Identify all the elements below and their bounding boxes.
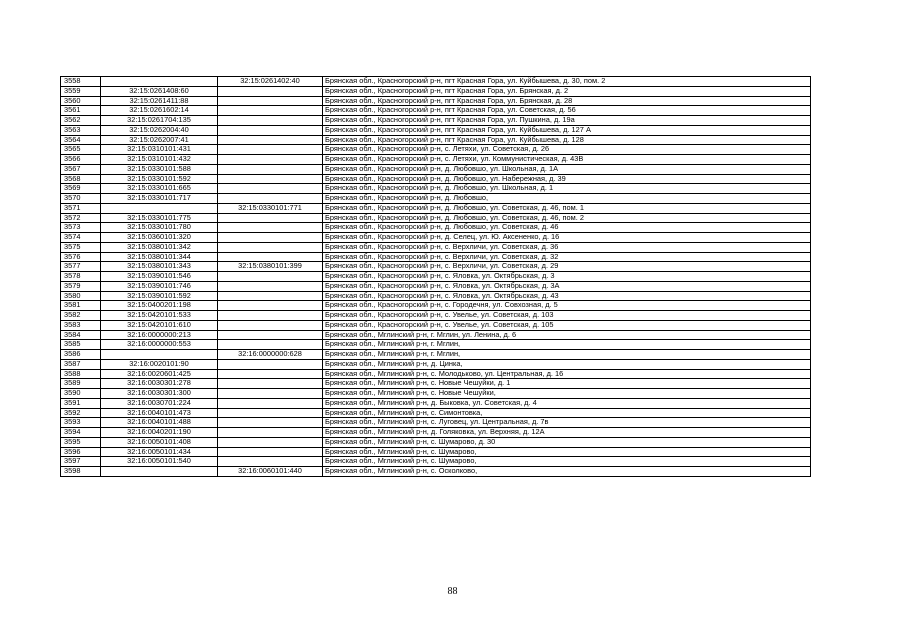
related-cadastral-number-cell	[218, 301, 323, 311]
address-cell: Брянская обл., Красногорский р-н, с. Верхличи, ул. Советская, д. 32	[323, 252, 811, 262]
row-number-cell: 3571	[61, 203, 101, 213]
table-row	[61, 330, 811, 340]
table-row	[61, 145, 811, 155]
property-table-body	[61, 77, 811, 477]
cadastral-number-cell: 32:16:0020101:90	[101, 359, 218, 369]
related-cadastral-number-cell	[218, 340, 323, 350]
address-cell: Брянская обл., Красногорский р-н, пгт Красная Гора, ул. Брянская, д. 2	[323, 86, 811, 96]
address-cell: Брянская обл., Мглинский р-н, с. Новые Чешуйки, д. 1	[323, 379, 811, 389]
address-cell: Брянская обл., Мглинский р-н, с. Шумарово, д. 30	[323, 437, 811, 447]
table-row	[61, 350, 811, 360]
cadastral-number-cell: 32:15:0330101:588	[101, 164, 218, 174]
related-cadastral-number-cell	[218, 320, 323, 330]
row-number-cell: 3581	[61, 301, 101, 311]
cadastral-number-cell: 32:15:0330101:780	[101, 223, 218, 233]
related-cadastral-number-cell	[218, 164, 323, 174]
table-row	[61, 272, 811, 282]
table-row	[61, 408, 811, 418]
row-number-cell: 3578	[61, 272, 101, 282]
cadastral-number-cell: 32:16:0030701:224	[101, 398, 218, 408]
related-cadastral-number-cell	[218, 311, 323, 321]
table-row	[61, 457, 811, 467]
related-cadastral-number-cell: 32:15:0380101:399	[218, 262, 323, 272]
row-number-cell: 3570	[61, 194, 101, 204]
address-cell: Брянская обл., Мглинский р-н, с. Шумарово,	[323, 457, 811, 467]
address-cell: Брянская обл., Красногорский р-н, пгт Красная Гора, ул. Куйбышева, д. 30, пом. 2	[323, 77, 811, 87]
row-number-cell: 3583	[61, 320, 101, 330]
address-cell: Брянская обл., Красногорский р-н, с. Яловка, ул. Октябрьская, д. 43	[323, 291, 811, 301]
related-cadastral-number-cell	[218, 252, 323, 262]
row-number-cell: 3587	[61, 359, 101, 369]
address-cell: Брянская обл., Мглинский р-н, д. Быковка, ул. Советская, д. 4	[323, 398, 811, 408]
table-row	[61, 418, 811, 428]
related-cadastral-number-cell	[218, 194, 323, 204]
cadastral-number-cell	[101, 350, 218, 360]
related-cadastral-number-cell	[218, 408, 323, 418]
table-row	[61, 213, 811, 223]
address-cell: Брянская обл., Мглинский р-н, д. Цинка,	[323, 359, 811, 369]
address-cell: Брянская обл., Мглинский р-н, с. Осколково,	[323, 467, 811, 477]
cadastral-number-cell: 32:15:0330101:592	[101, 174, 218, 184]
address-cell: Брянская обл., Мглинский р-н, с. Симонтовка,	[323, 408, 811, 418]
table-row	[61, 86, 811, 96]
page-number: 88	[447, 586, 458, 597]
cadastral-number-cell: 32:16:0040101:488	[101, 418, 218, 428]
table-row	[61, 340, 811, 350]
related-cadastral-number-cell	[218, 428, 323, 438]
address-cell: Брянская обл., Красногорский р-н, пгт Красная Гора, ул. Брянская, д. 28	[323, 96, 811, 106]
cadastral-number-cell: 32:15:0310101:431	[101, 145, 218, 155]
address-cell: Брянская обл., Красногорский р-н, д. Любовшо, ул. Школьная, д. 1А	[323, 164, 811, 174]
cadastral-number-cell: 32:15:0261411:88	[101, 96, 218, 106]
address-cell: Брянская обл., Красногорский р-н, д. Селец, ул. Ю. Аксененко, д. 16	[323, 233, 811, 243]
address-cell: Брянская обл., Мглинский р-н, с. Шумарово,	[323, 447, 811, 457]
address-cell: Брянская обл., Красногорский р-н, пгт Красная Гора, ул. Куйбышева, д. 127 А	[323, 125, 811, 135]
cadastral-number-cell: 32:15:0380101:342	[101, 242, 218, 252]
address-cell: Брянская обл., Красногорский р-н, с. Верхличи, ул. Советская, д. 29	[323, 262, 811, 272]
related-cadastral-number-cell	[218, 106, 323, 116]
cadastral-number-cell: 32:15:0262004:40	[101, 125, 218, 135]
row-number-cell: 3597	[61, 457, 101, 467]
table-row	[61, 320, 811, 330]
row-number-cell: 3593	[61, 418, 101, 428]
row-number-cell: 3572	[61, 213, 101, 223]
related-cadastral-number-cell	[218, 330, 323, 340]
row-number-cell: 3595	[61, 437, 101, 447]
table-row	[61, 311, 811, 321]
cadastral-number-cell: 32:15:0330101:665	[101, 184, 218, 194]
row-number-cell: 3561	[61, 106, 101, 116]
cadastral-number-cell: 32:15:0330101:717	[101, 194, 218, 204]
cadastral-number-cell: 32:15:0330101:775	[101, 213, 218, 223]
related-cadastral-number-cell	[218, 125, 323, 135]
related-cadastral-number-cell	[218, 86, 323, 96]
related-cadastral-number-cell	[218, 272, 323, 282]
related-cadastral-number-cell	[218, 437, 323, 447]
table-row	[61, 77, 811, 87]
row-number-cell: 3566	[61, 155, 101, 165]
address-cell: Брянская обл., Мглинский р-н, с. Молодьково, ул. Центральная, д. 16	[323, 369, 811, 379]
row-number-cell: 3559	[61, 86, 101, 96]
address-cell: Брянская обл., Красногорский р-н, пгт Красная Гора, ул. Пушкина, д. 19а	[323, 116, 811, 126]
table-row	[61, 96, 811, 106]
related-cadastral-number-cell	[218, 359, 323, 369]
table-row	[61, 125, 811, 135]
address-cell: Брянская обл., Красногорский р-н, д. Любовшо, ул. Школьная, д. 1	[323, 184, 811, 194]
row-number-cell: 3585	[61, 340, 101, 350]
table-row	[61, 398, 811, 408]
related-cadastral-number-cell	[218, 457, 323, 467]
row-number-cell: 3579	[61, 281, 101, 291]
table-row	[61, 164, 811, 174]
cadastral-number-cell: 32:16:0000000:553	[101, 340, 218, 350]
cadastral-number-cell: 32:15:0400201:198	[101, 301, 218, 311]
table-row	[61, 359, 811, 369]
table-row	[61, 379, 811, 389]
address-cell: Брянская обл., Красногорский р-н, д. Любовшо, ул. Советская, д. 46, пом. 1	[323, 203, 811, 213]
row-number-cell: 3567	[61, 164, 101, 174]
address-cell: Брянская обл., Мглинский р-н, с. Новые Чешуйки,	[323, 389, 811, 399]
related-cadastral-number-cell	[218, 96, 323, 106]
related-cadastral-number-cell	[218, 135, 323, 145]
table-row	[61, 301, 811, 311]
cadastral-number-cell: 32:15:0380101:343	[101, 262, 218, 272]
row-number-cell: 3596	[61, 447, 101, 457]
row-number-cell: 3592	[61, 408, 101, 418]
row-number-cell: 3582	[61, 311, 101, 321]
address-cell: Брянская обл., Мглинский р-н, г. Мглин, ул. Ленина, д. 6	[323, 330, 811, 340]
cadastral-number-cell: 32:16:0020601:425	[101, 369, 218, 379]
cadastral-number-cell	[101, 467, 218, 477]
cadastral-number-cell: 32:16:0000000:213	[101, 330, 218, 340]
related-cadastral-number-cell	[218, 223, 323, 233]
cadastral-number-cell: 32:15:0390101:592	[101, 291, 218, 301]
address-cell: Брянская обл., Мглинский р-н, д. Голяковка, ул. Верхняя, д. 12А	[323, 428, 811, 438]
row-number-cell: 3590	[61, 389, 101, 399]
row-number-cell: 3565	[61, 145, 101, 155]
related-cadastral-number-cell	[218, 233, 323, 243]
row-number-cell: 3575	[61, 242, 101, 252]
related-cadastral-number-cell	[218, 447, 323, 457]
address-cell: Брянская обл., Красногорский р-н, с. Увелье, ул. Советская, д. 105	[323, 320, 811, 330]
table-row	[61, 447, 811, 457]
address-cell: Брянская обл., Красногорский р-н, с. Яловка, ул. Октябрьская, д. 3	[323, 272, 811, 282]
cadastral-number-cell: 32:15:0360101:320	[101, 233, 218, 243]
table-row	[61, 428, 811, 438]
cadastral-number-cell: 32:15:0420101:533	[101, 311, 218, 321]
table-row	[61, 203, 811, 213]
cadastral-number-cell: 32:16:0040101:473	[101, 408, 218, 418]
table-row	[61, 281, 811, 291]
cadastral-number-cell: 32:16:0030301:300	[101, 389, 218, 399]
related-cadastral-number-cell	[218, 145, 323, 155]
cadastral-number-cell	[101, 203, 218, 213]
row-number-cell: 3594	[61, 428, 101, 438]
row-number-cell: 3569	[61, 184, 101, 194]
row-number-cell: 3586	[61, 350, 101, 360]
row-number-cell: 3574	[61, 233, 101, 243]
row-number-cell: 3562	[61, 116, 101, 126]
related-cadastral-number-cell: 32:16:0060101:440	[218, 467, 323, 477]
table-row	[61, 223, 811, 233]
address-cell: Брянская обл., Красногорский р-н, д. Любовшо, ул. Набережная, д. 39	[323, 174, 811, 184]
row-number-cell: 3568	[61, 174, 101, 184]
row-number-cell: 3573	[61, 223, 101, 233]
table-row	[61, 467, 811, 477]
address-cell: Брянская обл., Красногорский р-н, с. Увелье, ул. Советская, д. 103	[323, 311, 811, 321]
table-row	[61, 106, 811, 116]
address-cell: Брянская обл., Красногорский р-н, с. Яловка, ул. Октябрьская, д. 3А	[323, 281, 811, 291]
related-cadastral-number-cell	[218, 281, 323, 291]
table-row	[61, 174, 811, 184]
address-cell: Брянская обл., Красногорский р-н, пгт Красная Гора, ул. Куйбышева, д. 128	[323, 135, 811, 145]
related-cadastral-number-cell	[218, 242, 323, 252]
related-cadastral-number-cell	[218, 418, 323, 428]
related-cadastral-number-cell	[218, 389, 323, 399]
address-cell: Брянская обл., Мглинский р-н, г. Мглин,	[323, 340, 811, 350]
cadastral-number-cell: 32:15:0262007:41	[101, 135, 218, 145]
row-number-cell: 3598	[61, 467, 101, 477]
row-number-cell: 3564	[61, 135, 101, 145]
cadastral-number-cell: 32:15:0390101:746	[101, 281, 218, 291]
table-row	[61, 194, 811, 204]
related-cadastral-number-cell: 32:15:0330101:771	[218, 203, 323, 213]
row-number-cell: 3591	[61, 398, 101, 408]
address-cell: Брянская обл., Красногорский р-н, д. Любовшо, ул. Советская, д. 46, пом. 2	[323, 213, 811, 223]
address-cell: Брянская обл., Красногорский р-н, д. Любовшо, ул. Советская, д. 46	[323, 223, 811, 233]
cadastral-number-cell: 32:16:0030301:278	[101, 379, 218, 389]
cadastral-number-cell: 32:16:0050101:434	[101, 447, 218, 457]
row-number-cell: 3558	[61, 77, 101, 87]
cadastral-number-cell: 32:15:0261602:14	[101, 106, 218, 116]
address-cell: Брянская обл., Красногорский р-н, с. Летяхи, ул. Советская, д. 26	[323, 145, 811, 155]
address-cell: Брянская обл., Красногорский р-н, с. Летяхи, ул. Коммунистическая, д. 43В	[323, 155, 811, 165]
related-cadastral-number-cell	[218, 184, 323, 194]
address-cell: Брянская обл., Мглинский р-н, г. Мглин,	[323, 350, 811, 360]
table-row	[61, 262, 811, 272]
property-table	[60, 76, 811, 477]
table-row	[61, 369, 811, 379]
row-number-cell: 3576	[61, 252, 101, 262]
row-number-cell: 3560	[61, 96, 101, 106]
address-cell: Брянская обл., Красногорский р-н, с. Верхличи, ул. Советская, д. 36	[323, 242, 811, 252]
table-row	[61, 291, 811, 301]
related-cadastral-number-cell: 32:15:0261402:40	[218, 77, 323, 87]
cadastral-number-cell: 32:15:0261704:135	[101, 116, 218, 126]
cadastral-number-cell: 32:15:0261408:60	[101, 86, 218, 96]
table-row	[61, 389, 811, 399]
related-cadastral-number-cell	[218, 398, 323, 408]
cadastral-number-cell	[101, 77, 218, 87]
related-cadastral-number-cell	[218, 116, 323, 126]
address-cell: Брянская обл., Красногорский р-н, д. Любовшо,	[323, 194, 811, 204]
table-row	[61, 184, 811, 194]
related-cadastral-number-cell: 32:16:0000000:628	[218, 350, 323, 360]
cadastral-number-cell: 32:15:0390101:546	[101, 272, 218, 282]
related-cadastral-number-cell	[218, 291, 323, 301]
related-cadastral-number-cell	[218, 155, 323, 165]
cadastral-number-cell: 32:15:0310101:432	[101, 155, 218, 165]
address-cell: Брянская обл., Красногорский р-н, с. Городечня, ул. Совхозная, д. 5	[323, 301, 811, 311]
row-number-cell: 3589	[61, 379, 101, 389]
cadastral-number-cell: 32:16:0040201:190	[101, 428, 218, 438]
table-row	[61, 135, 811, 145]
address-cell: Брянская обл., Красногорский р-н, пгт Красная Гора, ул. Советская, д. 56	[323, 106, 811, 116]
row-number-cell: 3588	[61, 369, 101, 379]
related-cadastral-number-cell	[218, 379, 323, 389]
related-cadastral-number-cell	[218, 213, 323, 223]
cadastral-number-cell: 32:15:0380101:344	[101, 252, 218, 262]
row-number-cell: 3563	[61, 125, 101, 135]
related-cadastral-number-cell	[218, 174, 323, 184]
table-row	[61, 116, 811, 126]
row-number-cell: 3577	[61, 262, 101, 272]
table-row	[61, 233, 811, 243]
table-row	[61, 252, 811, 262]
cadastral-number-cell: 32:16:0050101:408	[101, 437, 218, 447]
row-number-cell: 3584	[61, 330, 101, 340]
related-cadastral-number-cell	[218, 369, 323, 379]
table-row	[61, 437, 811, 447]
cadastral-number-cell: 32:16:0050101:540	[101, 457, 218, 467]
address-cell: Брянская обл., Мглинский р-н, с. Луговец, ул. Центральная, д. 7в	[323, 418, 811, 428]
table-row	[61, 155, 811, 165]
cadastral-number-cell: 32:15:0420101:610	[101, 320, 218, 330]
table-row	[61, 242, 811, 252]
row-number-cell: 3580	[61, 291, 101, 301]
